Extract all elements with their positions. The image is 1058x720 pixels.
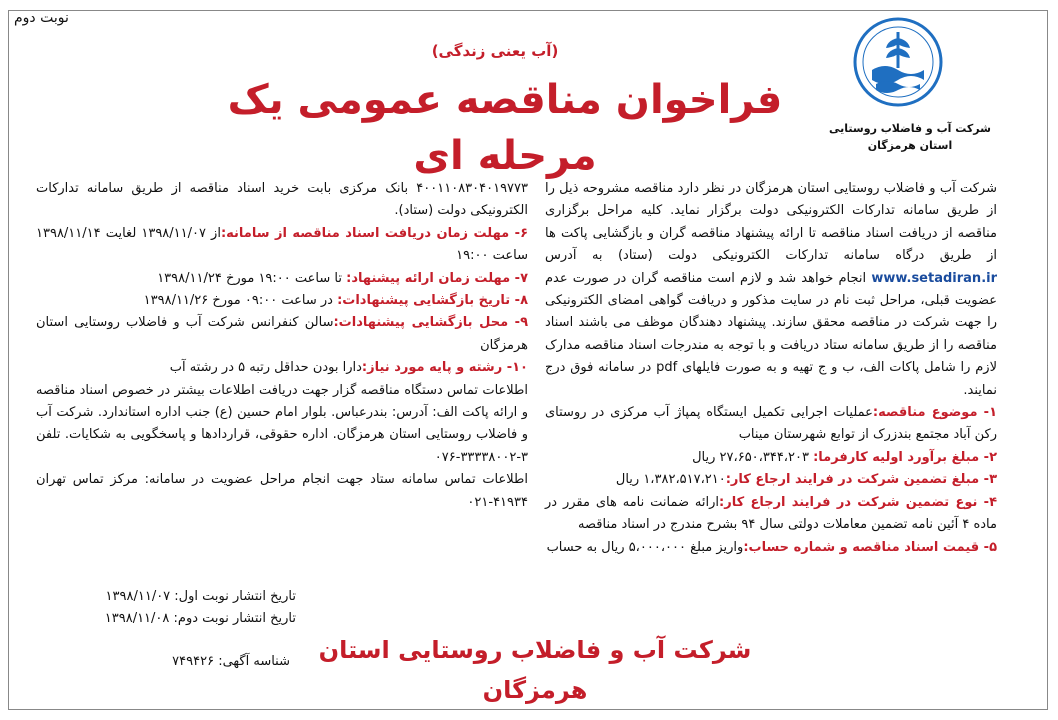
logo-caption: [820, 120, 1000, 154]
slogan: (آب یعنی زندگی): [431, 42, 559, 60]
item-label: ۹- محل بازگشایی پیشنهادات:: [333, 315, 528, 331]
item-label: ۶- مهلت زمان دریافت اسناد مناقصه از سامانه:: [220, 225, 528, 241]
item-opening-date: [36, 290, 528, 312]
company-logo-icon: [852, 16, 944, 112]
item-document-price: [545, 537, 997, 559]
item-required-grade: [36, 357, 528, 379]
item-text: از ۱۳۹۸/۱۱/۰۷ لغایت ۱۳۹۸/۱۱/۱۴ ساعت ۱۹:۰۰: [36, 225, 528, 264]
contact-setad: اطلاعات تماس سامانه ستاد جهت انجام مراحل عضویت در سامانه: مرکز تماس تهران ۴۱۹۳۴-۰۲۱: [36, 472, 528, 510]
logo-caption-line1: شرکت آب و فاضلاب روستایی: [829, 122, 991, 135]
right-column: [545, 178, 997, 559]
item-label: ۱۰- رشته و پایه مورد نیاز:: [361, 360, 528, 376]
item-subject: [545, 402, 997, 447]
item-label: ۴- نوع تضمین شرکت در فرایند ارجاع کار:: [719, 494, 997, 510]
contact-tenderer: اطلاعات تماس دستگاه مناقصه گزار جهت دریافت اطلاعات بیشتر در خصوص اسناد مناقصه و ارائه پاکت الف: آدرس: بندرعباس. بلوار امام حسین (ع) جنب اداره استاندارد. شرکت آب و فاضلاب روستایی استان هرمزگان. اداره حقوقی، قراردادها و پاسخگویی به شکایات. تلفن ۳-۳۳۳۳۸۰۰۲-۰۷۶: [36, 382, 528, 465]
page-title: فراخوان مناقصه عمومی یک مرحله ای: [227, 77, 783, 179]
item-label: ۳- مبلغ تضمین شرکت در فرایند ارجاع کار:: [725, 472, 997, 488]
item-text: عملیات اجرایی تکمیل ایستگاه پمپاژ آب مرکزی در روستای رکن آباد مجتمع بندزرک از توابع شهرستان میناب: [545, 405, 997, 443]
item-text: ۱،۳۸۲،۵۱۷،۲۱۰ ریال: [615, 472, 726, 488]
publish-date-second: تاریخ انتشار نوبت دوم: ۱۳۹۸/۱۱/۰۸: [104, 611, 296, 626]
item-text: تا ساعت ۱۹:۰۰ مورخ ۱۳۹۸/۱۱/۲۴: [157, 270, 342, 286]
item-text: دارا بودن حداقل رتبه ۵ در رشته آب: [169, 360, 362, 376]
left-column: [36, 178, 528, 514]
intro-paragraph: [545, 178, 997, 402]
item-estimate: [545, 447, 997, 469]
item-label: ۸- تاریخ بازگشایی پیشنهادات:: [337, 293, 528, 309]
publish-date-first: تاریخ انتشار نوبت اول: ۱۳۹۸/۱۱/۰۷: [105, 589, 296, 604]
item-label: ۷- مهلت زمان ارائه پیشنهاد:: [346, 270, 528, 286]
ad-id: شناسه آگهی: ۷۴۹۴۲۶: [172, 654, 290, 669]
account-continuation: ۴۰۰۱۱۰۸۳۰۴۰۱۹۷۷۳ بانک مرکزی بابت خرید اسناد مناقصه از طریق سامانه تدارکات الکترونیکی دولت (ستاد).: [36, 181, 528, 219]
logo-caption-line2: استان هرمزگان: [867, 139, 953, 152]
intro-text-a: شرکت آب و فاضلاب روستایی استان هرمزگان در نظر دارد مناقصه مشروحه ذیل را از طریق سامانه تدارکات الکترونیکی دولت برگزار نماید. کلیه مراحل برگزاری مناقصه از دریافت اسناد مناقصه تا ارائه پیشنهاد مناقصه گران و بازگشایی پاکت ها از طریق درگاه سامانه تدارکات الکترونیکی دولت (ستاد) به آدرس: [545, 181, 997, 264]
item-guarantee-amount: [545, 469, 997, 491]
item-opening-place: [36, 312, 528, 357]
item-label: ۱- موضوع مناقصه:: [872, 405, 997, 421]
website-link[interactable]: www.setadiran.ir: [871, 270, 997, 286]
item-label: ۵- قیمت اسناد مناقصه و شماره حساب:: [743, 539, 997, 555]
footer-company-name: شرکت آب و فاضلاب روستایی استان هرمزگان: [318, 636, 752, 704]
item-text: واریز مبلغ ۵،۰۰۰،۰۰۰ ریال به حساب: [546, 539, 744, 555]
item-text: سالن کنفرانس شرکت آب و فاضلاب روستایی استان هرمزگان: [36, 315, 528, 353]
round-label: نوبت دوم: [14, 10, 69, 26]
item-proposal-deadline: [36, 268, 528, 290]
intro-text-b: انجام خواهد شد و لازم است مناقصه گران در صورت عدم عضویت قبلی، مراحل ثبت نام در سایت مذکور و دریافت گواهی امضای الکترونیکی را جهت شرکت در مناقصه محقق سازند. پیشنهاد دهندگان موظف می باشند اسناد مناقصه را از طریق سامانه ستاد دریافت و با توجه به مندرجات اسناد مناقصه مدارک لازم را شامل پاکات الف، ب و ج تهیه و به صورت فایلهای pdf در سامانه فوق درج نمایند.: [545, 270, 997, 398]
item-label: ۲- مبلغ برآورد اولیه کارفرما:: [813, 449, 997, 465]
item-text: در ساعت ۰۹:۰۰ مورخ ۱۳۹۸/۱۱/۲۶: [143, 293, 333, 309]
item-text: ۲۷،۶۵۰،۳۴۴،۲۰۳ ریال: [692, 449, 809, 465]
item-document-deadline: [36, 223, 528, 268]
item-text: ارائه ضمانت نامه های مقرر در ماده ۴ آئین نامه تضمین معاملات دولتی سال ۹۴ بشرح مندرج در اسناد مناقصه: [545, 494, 997, 533]
item-guarantee-type: [545, 492, 997, 537]
